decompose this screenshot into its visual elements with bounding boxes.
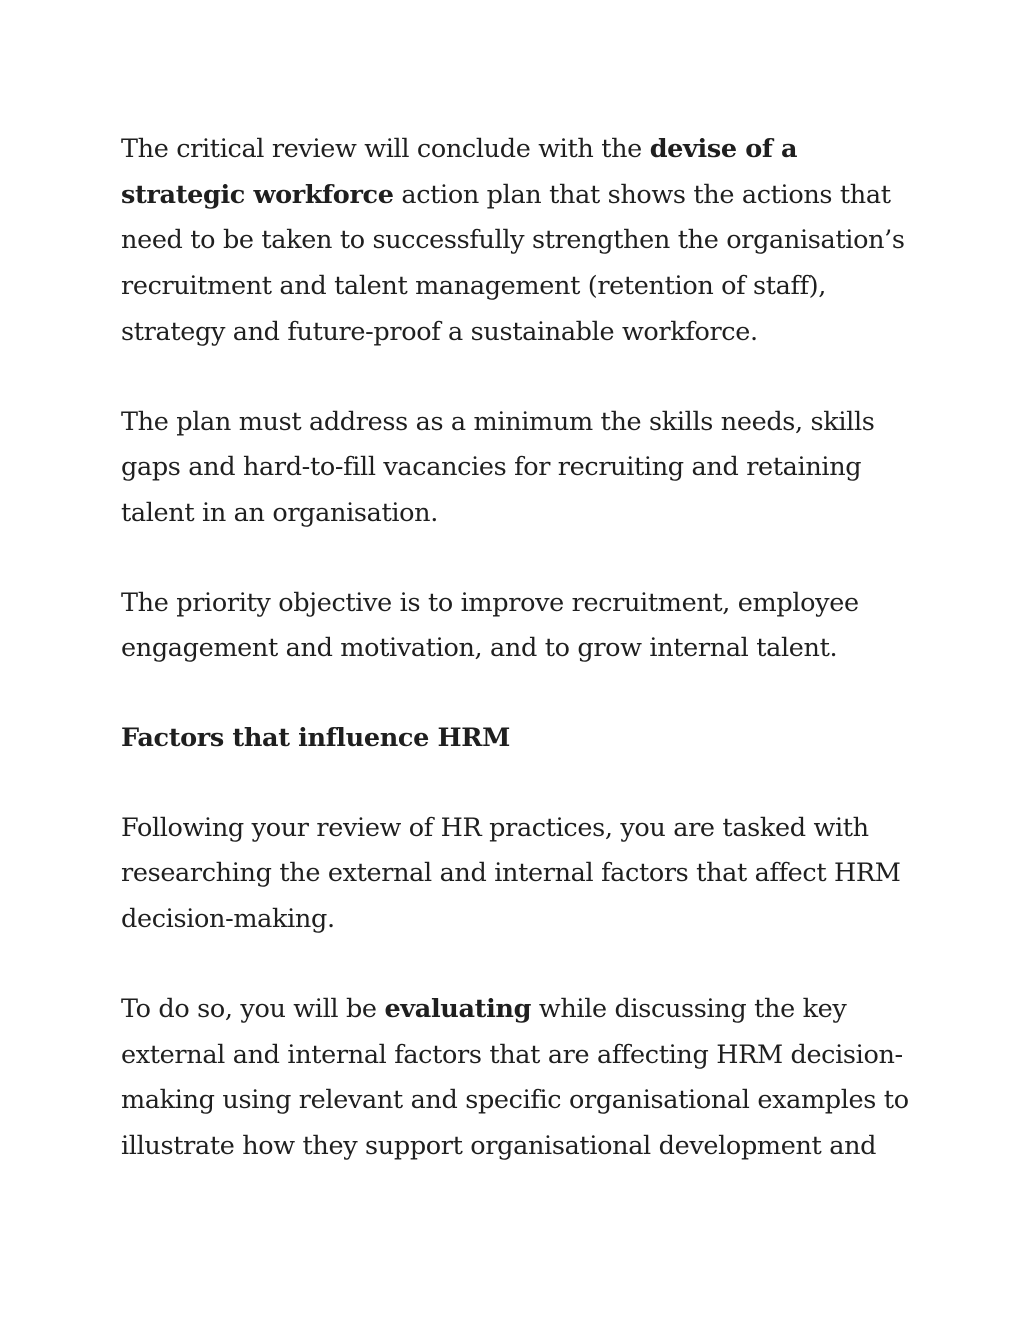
text-line: The plan must address as a minimum the skills needs, skills xyxy=(121,406,875,437)
text-line: strategy and future-proof a sustainable workforce. xyxy=(121,316,758,347)
text-line: need to be taken to successfully strengthen the organisation’s xyxy=(121,225,905,256)
text-line: decision-making. xyxy=(121,904,335,935)
text-line: recruitment and talent management (retention of staff), xyxy=(121,271,827,302)
text-line: external and internal factors that are affecting HRM decision- xyxy=(121,1039,903,1070)
text-line: The priority objective is to improve recruitment, employee xyxy=(121,587,859,618)
text-segment: The critical review will conclude with the xyxy=(121,134,650,164)
text-line xyxy=(121,173,911,219)
text-line xyxy=(121,987,911,1033)
text-line: gaps and hard-to-fill vacancies for recruiting and retaining xyxy=(121,452,862,483)
text-line xyxy=(121,127,911,173)
text-segment: while discussing the key xyxy=(531,993,847,1024)
text-line: making using relevant and specific organisational examples to xyxy=(121,1085,909,1116)
document-page xyxy=(121,127,911,1214)
text-line: researching the external and internal factors that affect HRM xyxy=(121,858,901,889)
bold-phrase: devise of a xyxy=(649,134,798,164)
paragraph-plan-requirements xyxy=(121,400,911,537)
bold-phrase: strategic workforce xyxy=(121,179,394,210)
text-line: talent in an organisation. xyxy=(121,497,439,528)
text-segment: action plan that shows the actions that xyxy=(393,179,891,210)
bold-phrase: evaluating xyxy=(384,993,532,1024)
paragraph-evaluating xyxy=(121,987,911,1170)
paragraph-strategic-workforce xyxy=(121,127,911,356)
text-line: Following your review of HR practices, you are tasked with xyxy=(121,812,869,843)
text-line: engagement and motivation, and to grow internal talent. xyxy=(121,633,838,664)
text-segment: To do so, you will be xyxy=(121,993,385,1024)
section-heading: Factors that influence HRM xyxy=(121,723,510,754)
paragraph-review-factors xyxy=(121,806,911,943)
text-line: illustrate how they support organisational development and xyxy=(121,1130,877,1161)
paragraph-priority-objective xyxy=(121,581,911,672)
